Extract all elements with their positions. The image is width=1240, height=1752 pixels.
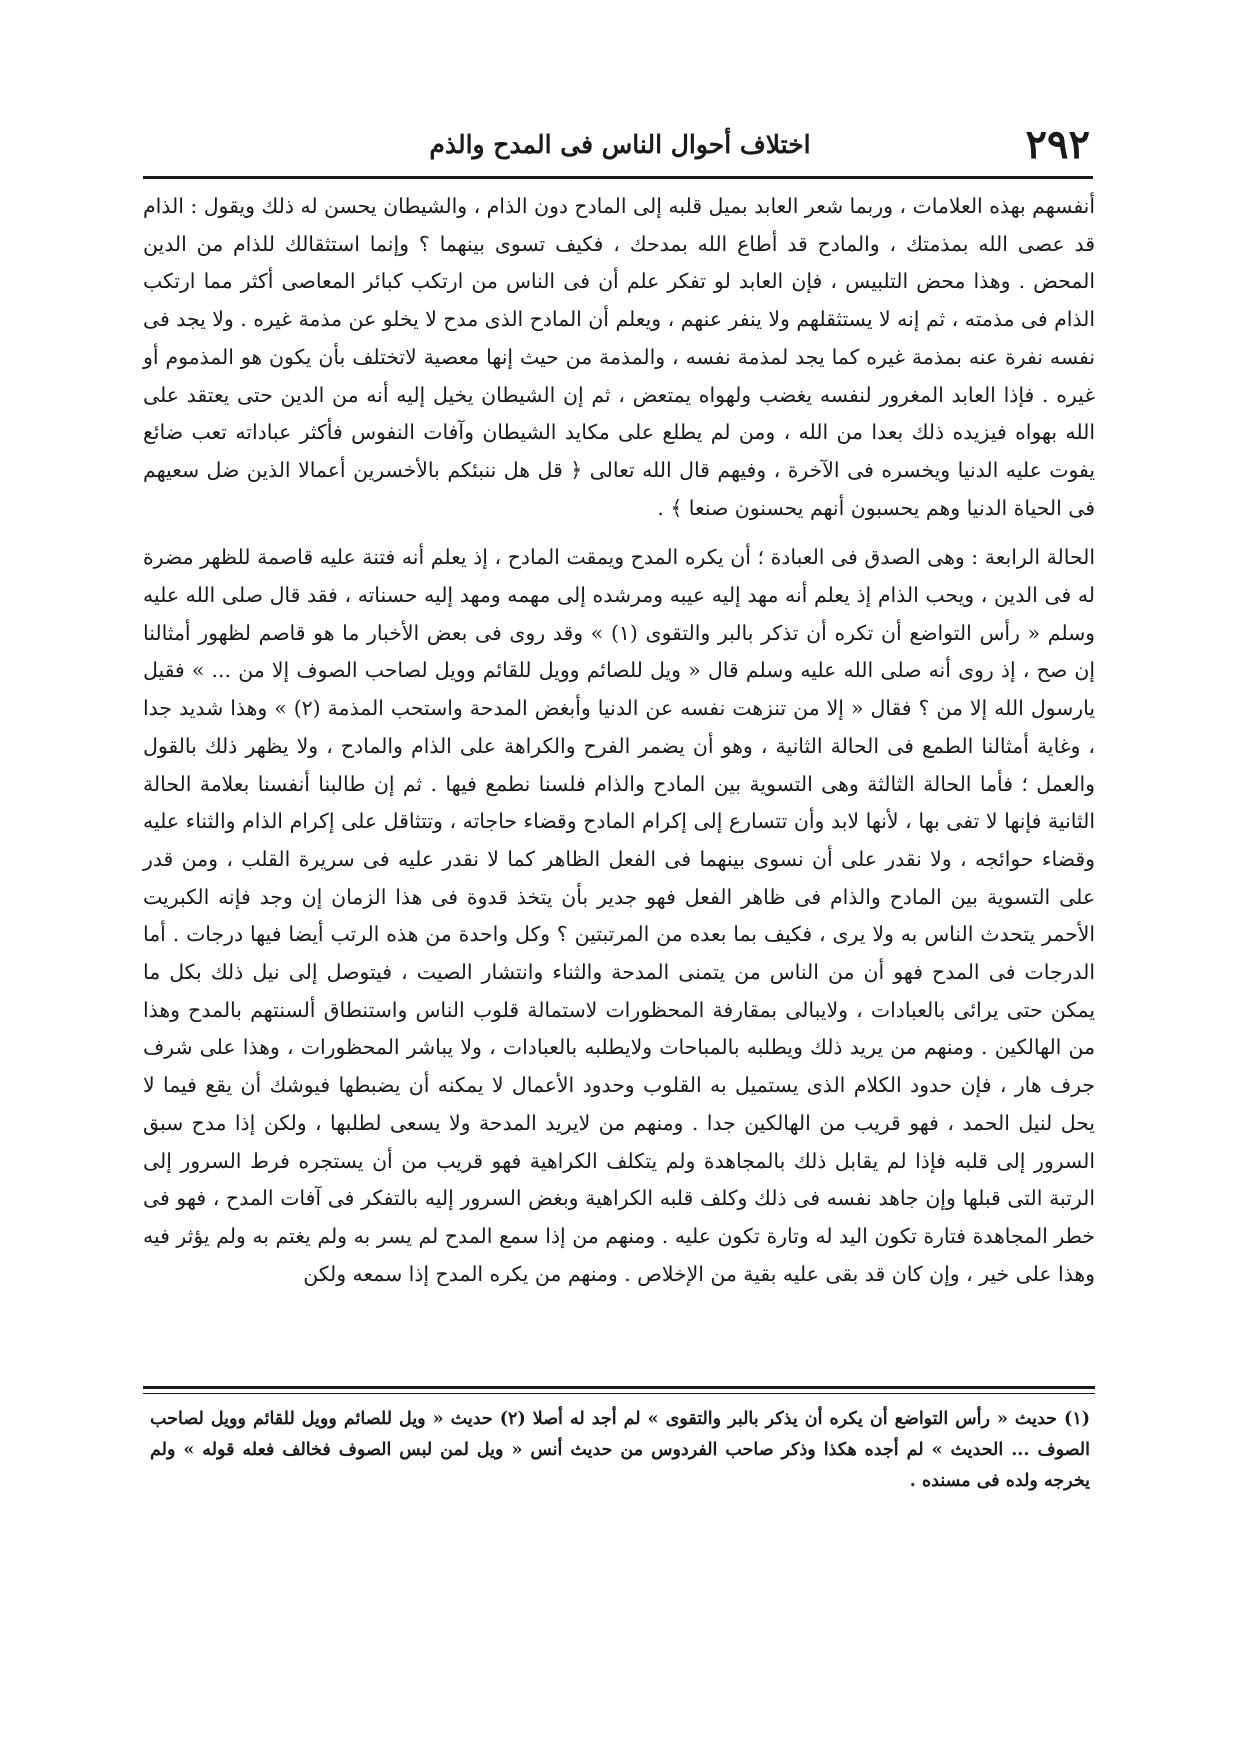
paragraph: الحالة الرابعة : وهى الصدق فى العبادة ؛ أن يكره المدح ويمقت المادح ، إذ يعلم أنه فتنة عليه قاصمة للظهر مضرة له فى الدين ، ويحب الذام إذ يعلم أنه مهد إليه عيبه ومرشده إلى مهمه ومهد إليه حسناته ، فقد قال صلى الله عليه وسلم « رأس التواضع أن تكره أن تذكر بالبر والتقوى (١) » وقد روى فى بعض الأخبار ما هو قاصم لظهور أمثالنا إن صح ، إذ روى أنه صلى الله عليه وسلم قال « ويل للصائم وويل للقائم وويل لصاحب الصوف إلا من ... » فقيل يارسول الله إلا من ؟ فقال « إلا من تنزهت نفسه عن الدنيا وأبغض المدحة واستحب المذمة (٢) » وهذا شديد جدا ، وغاية أمثالنا الطمع فى الحالة الثانية ، وهو أن يضمر الفرح والكراهة على الذام والمادح ، ولا يظهر ذلك بالقول والعمل ؛ فأما الحالة الثالثة وهى التسوية بين المادح والذام فلسنا نطمع فيها . ثم إن طالبنا أنفسنا بعلامة الحالة الثانية فإنها لا تفى بها ، لأنها لابد وأن تتسارع إلى إكرام المادح وقضاء حاجاته ، وتتثاقل على إكرام الذام والثناء عليه وقضاء حوائجه ، ولا نقدر على أن نسوى بينهما فى الفعل الظاهر كما لا نقدر عليه فى سريرة القلب ، ومن قدر على التسوية بين المادح والذام فى ظاهر الفعل فهو جدير بأن يتخذ قدوة فى هذا الزمان إن وجد فإنه الكبريت الأحمر يتحدث الناس به ولا يرى ، فكيف بما بعده من المرتبتين ؟ وكل واحدة من هذه الرتب أيضا فيها درجات . أما الدرجات فى المدح فهو أن من الناس من يتمنى المدحة والثناء وانتشار الصيت ، فيتوصل إلى نيل ذلك بكل ما يمكن حتى يرائى بالعبادات ، ولايبالى بمقارفة المحظورات لاستمالة قلوب الناس واستنطاق ألسنتهم بالمدح وهذا من الهالكين . ومنهم من يريد ذلك ويطلبه بالمباحات ولايطلبه بالعبادات ، ولا يباشر المحظورات ، وهذا على شرف جرف هار ، فإن حدود الكلام الذى يستميل به القلوب وحدود الأعمال لا يمكنه أن يضبطها فيوشك أن يقع فيما لا يحل لنيل الحمد ، فهو قريب من الهالكين جدا . ومنهم من لايريد المدحة ولا يسعى لطلبها ، ولكن إذا مدح سبق السرور إلى قلبه فإذا لم يقابل ذلك بالمجاهدة ولم يتكلف الكراهية فهو قريب من أن يستجره فرط السرور إلى الرتبة التى قبلها وإن جاهد نفسه فى ذلك وكلف قلبه الكراهية وبغض السرور إليه بالتفكر فى آفات المدح ، فهو فى خطر المجاهدة فتارة تكون اليد له وتارة تكون عليه . ومنهم من إذا سمع المدح لم يسر به ولم يغتم به ولم يؤثر فيه وهذا على خير ، وإن كان قد بقى عليه بقية من الإخلاص . ومنهم من يكره المدح إذا سمعه ولكن	[143, 545, 1096, 1286]
page-header	[150, 118, 1090, 172]
footnote-rule	[143, 1386, 1095, 1389]
page-number: ٢٩٢	[1025, 121, 1090, 168]
running-title: اختلاف أحوال الناس فى المدح والذم	[429, 130, 811, 159]
header-rule	[143, 176, 1093, 179]
footnotes	[150, 1404, 1090, 1497]
paragraph: أنفسهم بهذه العلامات ، وربما شعر العابد بميل قلبه إلى المادح دون الذام ، والشيطان يحسن له ذلك ويقول : الذام قد عصى الله بمذمتك ، والمادح قد أطاع الله بمدحك ، فكيف تسوى بينهما ؟ وإنما استثقالك للذام من الدين المحض . وهذا محض التلبيس ، فإن العابد لو تفكر علم أن فى الناس من ارتكب كبائر المعاصى أكثر مما ارتكب الذام فى مذمته ، ثم إنه لا يستثقلهم ولا ينفر عنهم ، ويعلم أن المادح الذى مدح لا يخلو عن مذمة غيره . ولا يجد فى نفسه نفرة عنه بمذمة غيره كما يجد لمذمة نفسه ، والمذمة من حيث إنها معصية لاتختلف بأن يكون هو المذموم أو غيره . فإذا العابد المغرور لنفسه يغضب ولهواه يمتعض ، ثم إن الشيطان يخيل إليه أنه من الدين حتى يعتقد على الله بهواه فيزيده ذلك بعدا من الله ، ومن لم يطلع على مكايد الشيطان وآفات النفوس فأكثر عباداته تعب ضائع يفوت عليه الدنيا ويخسره فى الآخرة ، وفيهم قال الله تعالى ﴿ قل هل ننبئكم بالأخسرين أعمالا الذين ضل سعيهم فى الحياة الدنيا وهم يحسبون أنهم يحسنون صنعا ﴾ .	[143, 194, 1095, 520]
footnote: (١) حديث « رأس التواضع أن يكره أن يذكر بالبر والتقوى » لم أجد له أصلا (٢) حديث « ويل للصائم وويل للقائم وويل لصاحب الصوف ... الحديث » لم أجده هكذا وذكر صاحب الفردوس من حديث أنس « ويل لمن لبس الصوف فخالف فعله قوله » ولم يخرجه ولده فى مسنده .	[150, 1409, 1090, 1491]
main-text	[143, 188, 1095, 1293]
footnote-rule-thin	[143, 1393, 1095, 1394]
